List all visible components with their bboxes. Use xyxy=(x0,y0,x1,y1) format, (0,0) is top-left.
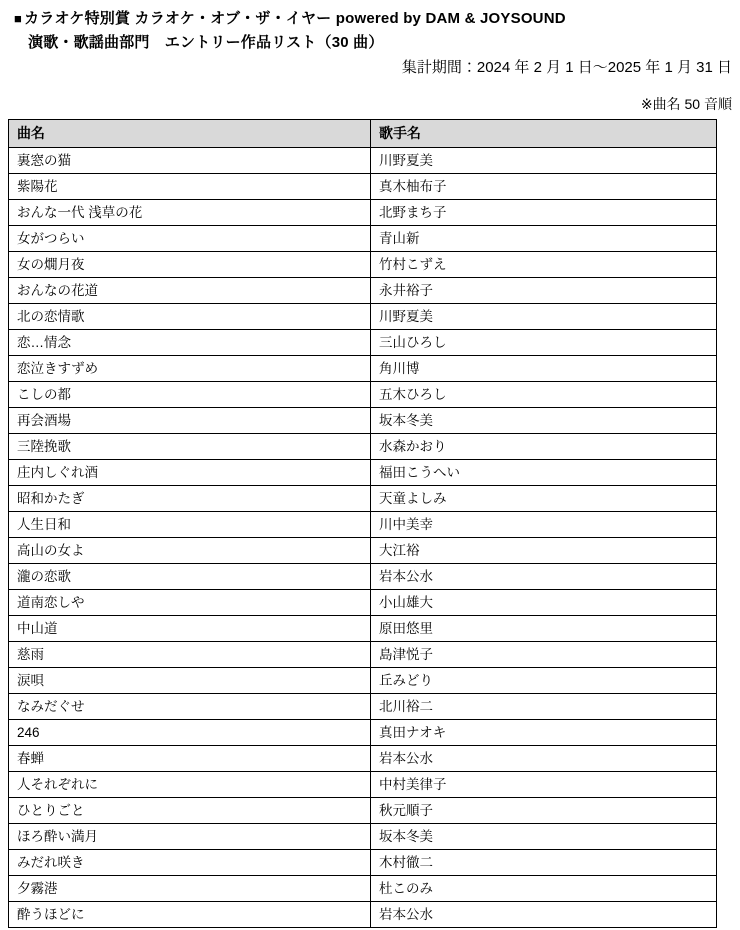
table-row xyxy=(9,330,717,356)
header-row xyxy=(9,120,717,148)
table-row xyxy=(9,174,717,200)
table-row xyxy=(9,798,717,824)
artist-cell: 三山ひろし xyxy=(371,330,717,356)
table-row xyxy=(9,616,717,642)
artist-cell: 岩本公水 xyxy=(371,746,717,772)
table-row xyxy=(9,278,717,304)
artist-cell: 中村美律子 xyxy=(371,772,717,798)
song-cell: 恋…情念 xyxy=(9,330,371,356)
table-row xyxy=(9,486,717,512)
song-cell: 人生日和 xyxy=(9,512,371,538)
song-cell: こしの都 xyxy=(9,382,371,408)
song-cell: 女がつらい xyxy=(9,226,371,252)
song-cell: 涙唄 xyxy=(9,668,371,694)
artist-cell: 真木柚布子 xyxy=(371,174,717,200)
song-cell: 夕霧港 xyxy=(9,876,371,902)
song-cell: 三陸挽歌 xyxy=(9,434,371,460)
table-row xyxy=(9,538,717,564)
artist-cell: 天童よしみ xyxy=(371,486,717,512)
song-cell: 北の恋情歌 xyxy=(9,304,371,330)
song-cell: 再会酒場 xyxy=(9,408,371,434)
artist-cell: 坂本冬美 xyxy=(371,824,717,850)
square-bullet-icon: ■ xyxy=(14,11,23,26)
song-cell: おんな一代 浅草の花 xyxy=(9,200,371,226)
song-cell: 紫陽花 xyxy=(9,174,371,200)
table-row xyxy=(9,148,717,174)
table-row xyxy=(9,902,717,928)
table-row xyxy=(9,772,717,798)
artist-cell: 秋元順子 xyxy=(371,798,717,824)
table-row xyxy=(9,876,717,902)
artist-cell: 北野まち子 xyxy=(371,200,717,226)
aggregation-period: 集計期間：2024 年 2 月 1 日～2025 年 1 月 31 日 xyxy=(401,59,732,76)
table-row xyxy=(9,226,717,252)
sort-order-note: ※曲名 50 音順 xyxy=(640,96,732,112)
table-row xyxy=(9,720,717,746)
document-title xyxy=(14,8,740,30)
artist-cell: 杜このみ xyxy=(371,876,717,902)
artist-cell: 五木ひろし xyxy=(371,382,717,408)
artist-cell: 丘みどり xyxy=(371,668,717,694)
table-row xyxy=(9,642,717,668)
artist-cell: 島津悦子 xyxy=(371,642,717,668)
artist-cell: 小山雄大 xyxy=(371,590,717,616)
artist-cell: 竹村こずえ xyxy=(371,252,717,278)
artist-cell: 角川博 xyxy=(371,356,717,382)
artist-cell: 青山新 xyxy=(371,226,717,252)
artist-cell: 岩本公水 xyxy=(371,902,717,928)
document-title-text: カラオケ特別賞 カラオケ・オブ・ザ・イヤー powered by DAM & JOYSOUND xyxy=(24,10,566,27)
table-row xyxy=(9,252,717,278)
table-row xyxy=(9,564,717,590)
song-cell: 昭和かたぎ xyxy=(9,486,371,512)
table-row xyxy=(9,434,717,460)
column-header-artist: 歌手名 xyxy=(371,120,717,148)
song-cell: ほろ酔い満月 xyxy=(9,824,371,850)
song-cell: 高山の女よ xyxy=(9,538,371,564)
table-body xyxy=(9,148,717,928)
table-header xyxy=(9,120,717,148)
artist-cell: 木村徹二 xyxy=(371,850,717,876)
column-header-song: 曲名 xyxy=(9,120,371,148)
table-row xyxy=(9,590,717,616)
song-cell: 庄内しぐれ酒 xyxy=(9,460,371,486)
song-cell: 道南恋しや xyxy=(9,590,371,616)
table-row xyxy=(9,200,717,226)
artist-cell: 川野夏美 xyxy=(371,304,717,330)
table-row xyxy=(9,356,717,382)
table-row xyxy=(9,746,717,772)
table-row xyxy=(9,460,717,486)
artist-cell: 大江裕 xyxy=(371,538,717,564)
artist-cell: 川野夏美 xyxy=(371,148,717,174)
table-row xyxy=(9,694,717,720)
song-cell: 裏窓の猫 xyxy=(9,148,371,174)
song-cell: 瀧の恋歌 xyxy=(9,564,371,590)
song-cell: 慈雨 xyxy=(9,642,371,668)
table-row xyxy=(9,304,717,330)
document-subtitle: 演歌・歌謡曲部門 エントリー作品リスト（30 曲） xyxy=(28,34,384,51)
song-cell: 酔うほどに xyxy=(9,902,371,928)
song-cell: ひとりごと xyxy=(9,798,371,824)
artist-cell: 原田悠里 xyxy=(371,616,717,642)
artist-cell: 水森かおり xyxy=(371,434,717,460)
song-cell: なみだぐせ xyxy=(9,694,371,720)
artist-cell: 北川裕二 xyxy=(371,694,717,720)
song-cell: 246 xyxy=(9,720,371,746)
song-cell: 恋泣きすずめ xyxy=(9,356,371,382)
song-cell: みだれ咲き xyxy=(9,850,371,876)
table-row xyxy=(9,850,717,876)
table-row xyxy=(9,512,717,538)
song-cell: 人それぞれに xyxy=(9,772,371,798)
artist-cell: 真田ナオキ xyxy=(371,720,717,746)
artist-cell: 川中美幸 xyxy=(371,512,717,538)
table-row xyxy=(9,382,717,408)
table-row xyxy=(9,408,717,434)
table-row xyxy=(9,824,717,850)
artist-cell: 坂本冬美 xyxy=(371,408,717,434)
song-cell: 中山道 xyxy=(9,616,371,642)
artist-cell: 永井裕子 xyxy=(371,278,717,304)
artist-cell: 福田こうへい xyxy=(371,460,717,486)
song-cell: 春蝉 xyxy=(9,746,371,772)
song-cell: 女の燗月夜 xyxy=(9,252,371,278)
entry-list-table xyxy=(8,119,717,928)
artist-cell: 岩本公水 xyxy=(371,564,717,590)
song-cell: おんなの花道 xyxy=(9,278,371,304)
table-row xyxy=(9,668,717,694)
document-header xyxy=(0,0,740,114)
